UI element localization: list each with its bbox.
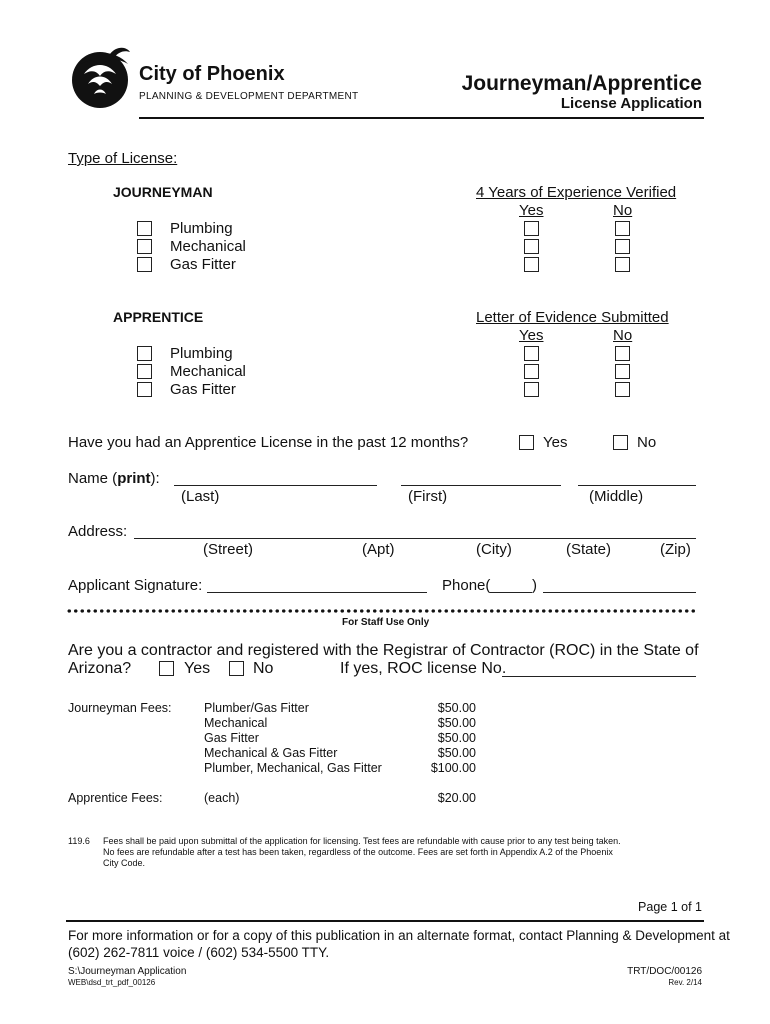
fee-item-name: Gas Fitter [204,731,259,745]
apprentice-column-heading: Letter of Evidence Submitted [476,309,669,326]
department-name: PLANNING & DEVELOPMENT DEPARTMENT [139,91,359,102]
signature-field[interactable] [207,592,427,593]
address-state-caption: (State) [566,541,612,558]
apprentice-fee-amount: $20.00 [437,791,476,805]
fee-item-name: Plumber/Gas Fitter [204,701,309,715]
address-zip-caption: (Zip) [660,541,691,558]
header-rule [139,117,704,119]
phoenix-bird-logo [70,44,134,110]
fee-item-amount: $50.00 [437,716,476,730]
footer-info-line2: (602) 262-7811 voice / (602) 534-5500 TTY. [68,945,330,960]
footnote-number: 119.6 [68,836,90,846]
footer-info-line1: For more information or for a copy of this publication in an alternate format, contact Planning & Development at [68,928,730,943]
journeyman-plumbing-no-checkbox[interactable] [615,221,630,236]
apprentice-plumbing-yes-checkbox[interactable] [524,346,539,361]
roc-license-field[interactable] [502,676,696,677]
fee-item-name: Mechanical [204,716,268,730]
footnote-line1: Fees shall be paid upon submittal of the application for licensing. Test fees are refundable with cause prior to any test being taken. [103,836,621,846]
journeyman-fees-label: Journeyman Fees: [68,701,172,715]
prior-license-yes-label: Yes [543,434,568,451]
phone-label: Phone( [442,577,491,594]
journeyman-column-heading: 4 Years of Experience Verified [476,184,677,201]
journeyman-yes-heading: Yes [519,202,544,219]
contractor-question-line2: Arizona? [68,660,132,677]
apprentice-gas-fitter-yes-checkbox[interactable] [524,382,539,397]
footer-doc-id: TRT/DOC/00126 [627,966,702,977]
fee-item-name: Plumber, Mechanical, Gas Fitter [204,761,382,775]
journeyman-no-heading: No [613,202,633,219]
phone-close-paren: ) [532,577,537,594]
apprentice-mechanical-label: Mechanical [170,363,246,380]
name-first-field[interactable] [401,485,561,486]
apprentice-mechanical-no-checkbox[interactable] [615,364,630,379]
apprentice-fee-name: (each) [204,791,240,805]
apprentice-plumbing-checkbox[interactable] [137,346,152,361]
journeyman-mechanical-label: Mechanical [170,238,246,255]
signature-label: Applicant Signature: [68,577,203,594]
prior-license-no-checkbox[interactable] [613,435,628,450]
form-subtitle: License Application [560,95,702,112]
contractor-question-line1: Are you a contractor and registered with the Registrar of Contractor (ROC) in the State of [68,642,699,659]
page-number: Page 1 of 1 [638,900,702,914]
journeyman-gas-fitter-yes-checkbox[interactable] [524,257,539,272]
journeyman-plumbing-checkbox[interactable] [137,221,152,236]
apprentice-gas-fitter-label: Gas Fitter [170,381,236,398]
name-middle-caption: (Middle) [589,488,644,505]
footnote-line2: No fees are refundable after a test has been taken, regardless of the outcome. Fees are set forth in Appendix A.2 of the Phoenix [103,847,613,857]
org-name: City of Phoenix [139,63,285,85]
staff-use-label: For Staff Use Only [342,617,430,628]
name-middle-field[interactable] [578,485,696,486]
apprentice-plumbing-no-checkbox[interactable] [615,346,630,361]
prior-license-question: Have you had an Apprentice License in the past 12 months? [68,434,469,451]
fee-item-amount: $50.00 [437,746,476,760]
apprentice-no-heading: No [613,327,633,344]
apprentice-yes-heading: Yes [519,327,544,344]
type-of-license-label: Type of License: [68,150,178,167]
footnote-line3: City Code. [103,858,146,868]
footer-revision: Rev. 2/14 [668,978,702,987]
prior-license-no-label: No [637,434,657,451]
name-label: Name (print): [68,470,160,487]
contractor-yes-checkbox[interactable] [159,661,174,676]
apprentice-fees-label: Apprentice Fees: [68,791,163,805]
footer-rule [66,920,704,922]
fee-item-amount: $100.00 [430,761,476,775]
name-last-field[interactable] [174,485,377,486]
footer-path: S:\Journeyman Application [68,966,187,977]
journeyman-mechanical-checkbox[interactable] [137,239,152,254]
address-field[interactable] [134,538,696,539]
phone-area-code-field[interactable] [490,592,532,593]
journeyman-plumbing-yes-checkbox[interactable] [524,221,539,236]
journeyman-plumbing-label: Plumbing [170,220,233,237]
roc-license-label: If yes, ROC license No. [340,660,507,677]
journeyman-mechanical-yes-checkbox[interactable] [524,239,539,254]
address-street-caption: (Street) [203,541,254,558]
apprentice-mechanical-yes-checkbox[interactable] [524,364,539,379]
contractor-no-checkbox[interactable] [229,661,244,676]
phone-number-field[interactable] [543,592,696,593]
apprentice-plumbing-label: Plumbing [170,345,233,362]
name-last-caption: (Last) [181,488,220,505]
journeyman-gas-fitter-label: Gas Fitter [170,256,236,273]
name-first-caption: (First) [408,488,448,505]
form-title: Journeyman/Apprentice [461,72,702,95]
footer-web-path: WEB\dsd_trt_pdf_00126 [68,978,156,987]
address-city-caption: (City) [476,541,512,558]
staff-separator [66,608,698,614]
fee-item-amount: $50.00 [437,731,476,745]
apprentice-heading: APPRENTICE [113,309,204,325]
fee-item-amount: $50.00 [437,701,476,715]
address-apt-caption: (Apt) [362,541,395,558]
apprentice-gas-fitter-no-checkbox[interactable] [615,382,630,397]
prior-license-yes-checkbox[interactable] [519,435,534,450]
apprentice-mechanical-checkbox[interactable] [137,364,152,379]
address-label: Address: [68,523,128,540]
journeyman-heading: JOURNEYMAN [113,184,213,200]
contractor-no-label: No [253,660,274,677]
apprentice-gas-fitter-checkbox[interactable] [137,382,152,397]
journeyman-gas-fitter-checkbox[interactable] [137,257,152,272]
contractor-yes-label: Yes [184,660,211,677]
journeyman-mechanical-no-checkbox[interactable] [615,239,630,254]
fee-item-name: Mechanical & Gas Fitter [204,746,338,760]
journeyman-gas-fitter-no-checkbox[interactable] [615,257,630,272]
